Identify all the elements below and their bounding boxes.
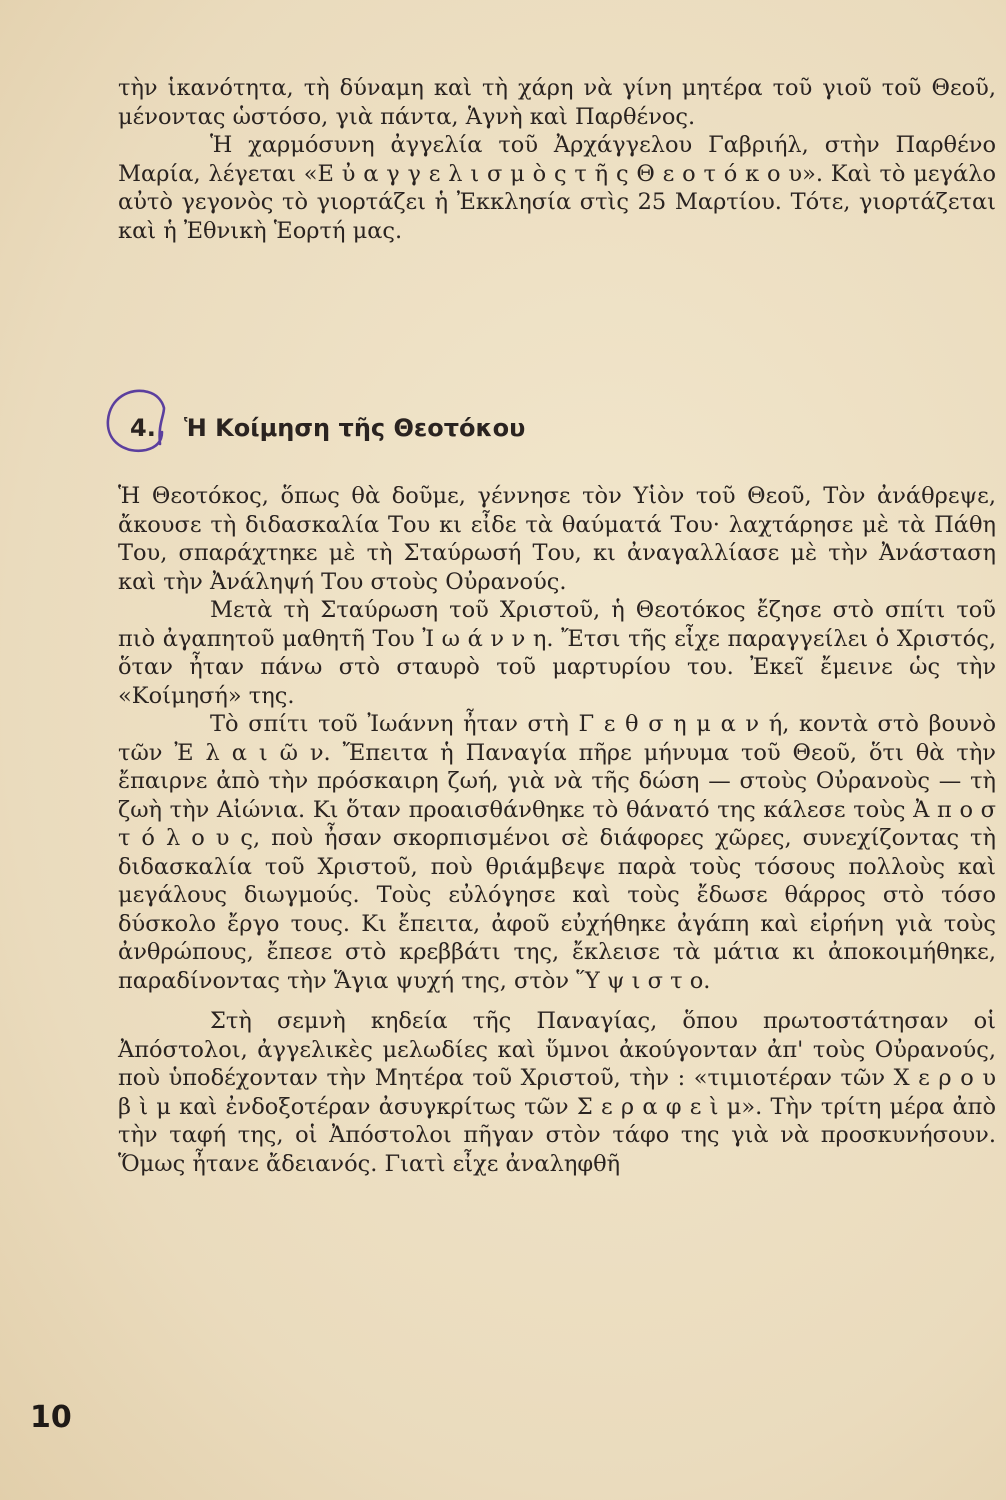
section-heading [100, 384, 700, 460]
body-paragraph-3: Τὸ σπίτι τοῦ Ἰωάννη ἦταν στὴ Γ ε θ σ η μ α ν ή, κοντὰ στὸ βουνὸ τῶν Ἐ λ α ι ῶ ν. Ἔπειτα ἡ Παναγία πῆρε μήνυμα τοῦ Θεοῦ, ὅτι θὰ τὴν ἔπαιρνε ἀπὸ τὴν πρόσκαιρη ζωή, γιὰ νὰ τῆς δώση — στοὺς Οὐρανοὺς — τὴ ζωὴ τὴν Αἰώνια. Κι ὅταν προαισθάνθηκε τὸ θάνατό της κάλεσε τοὺς Ἀ π ο σ τ ό λ ο υ ς, ποὺ ἦσαν σκορπισμένοι σὲ διάφορες χῶρες, συνεχίζοντας τὴ διδασκαλία τοῦ Χριστοῦ, ποὺ θριάμβεψε παρὰ τοὺς τόσους πολλοὺς καὶ μεγάλους διωγμούς. Τοὺς εὐλόγησε καὶ τοὺς ἔδωσε θάρρος στὸ τόσο δύσκολο ἔργο τους. Κι ἔπειτα, ἀφοῦ εὐχήθηκε ἀγάπη καὶ εἰρήνη γιὰ τοὺς ἀνθρώπους, ἔπεσε στὸ κρεββάτι της, ἔκλεισε τὰ μάτια κι ἀποκοιμήθηκε, παραδίνοντας τὴν Ἅγια ψυχή της, στὸν Ὕ ψ ι σ τ ο. [118, 711, 996, 994]
body-paragraph-2: Μετὰ τὴ Σταύρωση τοῦ Χριστοῦ, ἡ Θεοτόκος ἔζησε στὸ σπίτι τοῦ πιὸ ἀγαπητοῦ μαθητῆ Του Ἰ ω ά ν ν η. Ἔτσι τῆς εἶχε παραγγείλει ὁ Χριστός, ὅταν ἦταν πάνω στὸ σταυρὸ τοῦ μαρτυρίου του. Ἐκεῖ ἔμεινε ὡς τὴν «Κοίμησή» της. [118, 597, 996, 709]
page-number: 10 [30, 1400, 72, 1435]
section-number: 4. [130, 414, 156, 442]
body-paragraph-1: Ἡ Θεοτόκος, ὅπως θὰ δοῦμε, γέννησε τὸν Υἱὸν τοῦ Θεοῦ, Τὸν ἀνάθρεψε, ἄκουσε τὴ διδασκαλία Του κι εἶδε τὰ θαύματά Του· λαχτάρησε μὲ τὰ Πάθη Του, σπαράχτηκε μὲ τὴ Σταύρωσή Του, κι ἀναγαλλίασε μὲ τὴν Ἀνάσταση καὶ τὴν Ἀνάληψή Του στοὺς Οὐρανούς. [118, 483, 996, 595]
intro-paragraph-2: Ἡ χαρμόσυνη ἀγγελία τοῦ Ἀρχάγγελου Γαβριήλ, στὴν Παρθένο Μαρία, λέγεται «Ε ὐ α γ γ ε λ ι σ μ ὸ ς τ ῆ ς Θ ε ο τ ό κ ο υ». Καὶ τὸ μεγάλο αὐτὸ γεγονὸς τὸ γιορτάζει ἡ Ἐκκλησία στὶς 25 Μαρτίου. Τότε, γιορτάζεται καὶ ἡ Ἐθνικὴ Ἑορτή μας. [118, 132, 996, 244]
intro-text [118, 74, 996, 245]
body-text [118, 482, 996, 1178]
intro-paragraph-1: τὴν ἱκανότητα, τὴ δύναμη καὶ τὴ χάρη νὰ γίνη μητέρα τοῦ γιοῦ τοῦ Θεοῦ, μένοντας ὡστόσο, γιὰ πάντα, Ἁγνὴ καὶ Παρθένος. [118, 75, 996, 130]
paragraph-gap [118, 995, 996, 1007]
body-paragraph-4: Στὴ σεμνὴ κηδεία τῆς Παναγίας, ὅπου πρωτοστάτησαν οἱ Ἀπόστολοι, ἀγγελικὲς μελωδίες καὶ ὕμνοι ἀκούγονταν ἀπ' τοὺς Οὐρανούς, ποὺ ὑποδέχονταν τὴν Μητέρα τοῦ Χριστοῦ, τὴν : «τιμιοτέραν τῶν Χ ε ρ ο υ β ὶ μ καὶ ἐνδοξοτέραν ἀσυγκρίτως τῶν Σ ε ρ α φ ε ὶ μ». Τὴν τρίτη μέρα ἀπὸ τὴν ταφή της, οἱ Ἀπόστολοι πῆγαν στὸν τάφο της γιὰ νὰ προσκυνήσουν. Ὅμως ἦτανε ἄδειανός. Γιατὶ εἶχε ἀναληφθῆ [118, 1008, 996, 1177]
section-title: Ἡ Κοίμηση τῆς Θεοτόκου [184, 414, 526, 442]
